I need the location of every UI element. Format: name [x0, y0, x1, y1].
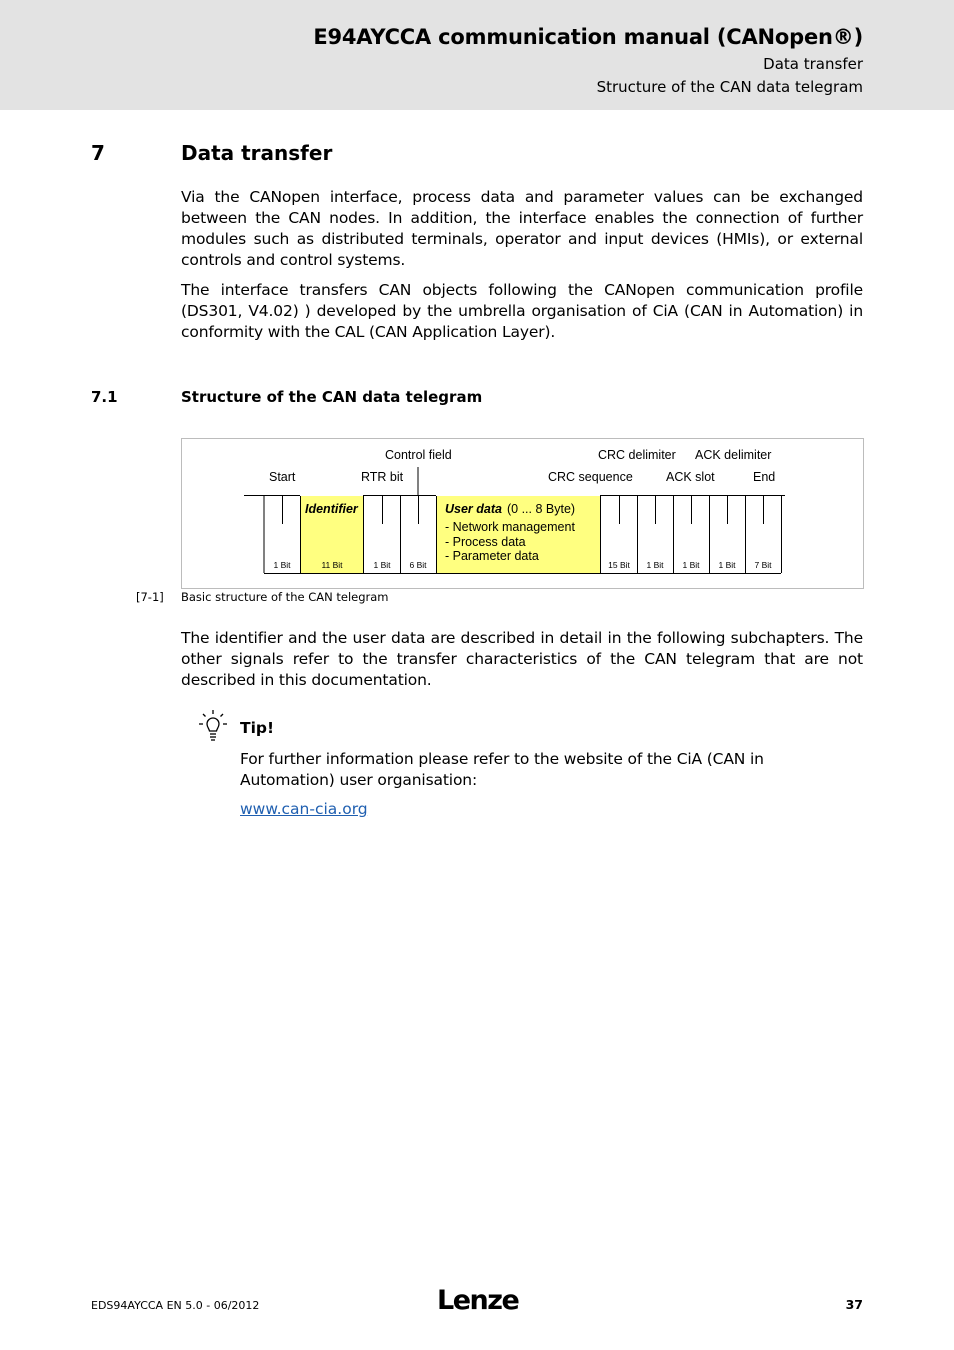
- page-header: [0, 0, 954, 110]
- bit-count-control: 6 Bit: [409, 560, 427, 570]
- lenze-logo: Lenze: [437, 1285, 519, 1316]
- bit-count-rtr: 1 Bit: [373, 560, 391, 570]
- section-title: Data transfer: [181, 141, 333, 165]
- user-data-range: (0 ... 8 Byte): [507, 502, 576, 516]
- cia-website-link[interactable]: www.can-cia.org: [240, 800, 368, 818]
- bit-count-start: 1 Bit: [273, 560, 291, 570]
- label-crc-delimiter: CRC delimiter: [598, 448, 676, 462]
- description-paragraph: The identifier and the user data are described in detail in the following subchapters. The other signals refer to the transfer characteristics of the CAN telegram that are not described in this documentation.: [181, 629, 863, 689]
- bit-count-end: 7 Bit: [754, 560, 772, 570]
- tip-heading: Tip!: [240, 719, 275, 737]
- subsection-number: 7.1: [91, 388, 118, 406]
- manual-title: E94AYCCA communication manual (CANopen®): [313, 25, 863, 49]
- bit-count-ack-slot: 1 Bit: [682, 560, 700, 570]
- label-ack-delimiter: ACK delimiter: [695, 448, 772, 462]
- user-data-title: User data: [445, 502, 502, 516]
- bit-count-identifier: 11 Bit: [321, 560, 343, 570]
- label-end: End: [753, 470, 776, 484]
- document-id: EDS94AYCCA EN 5.0 - 06/2012: [91, 1299, 260, 1312]
- lightbulb-icon: [196, 708, 232, 744]
- user-data-item: - Network management: [445, 520, 575, 534]
- bit-count-crc-delimiter: 1 Bit: [646, 560, 664, 570]
- tip-text: For further information please refer to the website of the CiA (CAN in Automation) user organisation:: [240, 750, 764, 789]
- can-telegram-diagram: [182, 439, 863, 588]
- subsection-title: Structure of the CAN data telegram: [181, 388, 483, 406]
- page-number: 37: [845, 1297, 863, 1312]
- label-control-field: Control field: [385, 448, 452, 462]
- section-number: 7: [91, 141, 105, 165]
- figure-caption: Basic structure of the CAN telegram: [181, 590, 389, 604]
- label-crc-sequence: CRC sequence: [548, 470, 633, 484]
- header-chapter: Data transfer: [763, 55, 863, 73]
- label-ack-slot: ACK slot: [666, 470, 715, 484]
- can-telegram-figure: [181, 438, 864, 589]
- bit-count-crc-sequence: 15 Bit: [608, 560, 630, 570]
- profile-paragraph: The interface transfers CAN objects following the CANopen communication profile (DS301, V4.02) ) developed by the umbrella organisation of CiA (CAN in Automation) in conformity with the CAL (CAN Application Layer).: [181, 281, 863, 341]
- label-rtr-bit: RTR bit: [361, 470, 404, 484]
- bit-count-ack-delimiter: 1 Bit: [718, 560, 736, 570]
- identifier-label: Identifier: [305, 502, 358, 516]
- figure-number: [7-1]: [136, 590, 164, 604]
- intro-paragraph: Via the CANopen interface, process data and parameter values can be exchanged between the CAN nodes. In addition, the interface enables the connection of further modules such as distributed terminals, operator and input devices (HMIs), or external controls and control systems.: [181, 188, 863, 269]
- user-data-item: - Process data: [445, 535, 526, 549]
- header-section: Structure of the CAN data telegram: [596, 78, 863, 96]
- user-data-item: - Parameter data: [445, 549, 539, 563]
- label-start: Start: [269, 470, 296, 484]
